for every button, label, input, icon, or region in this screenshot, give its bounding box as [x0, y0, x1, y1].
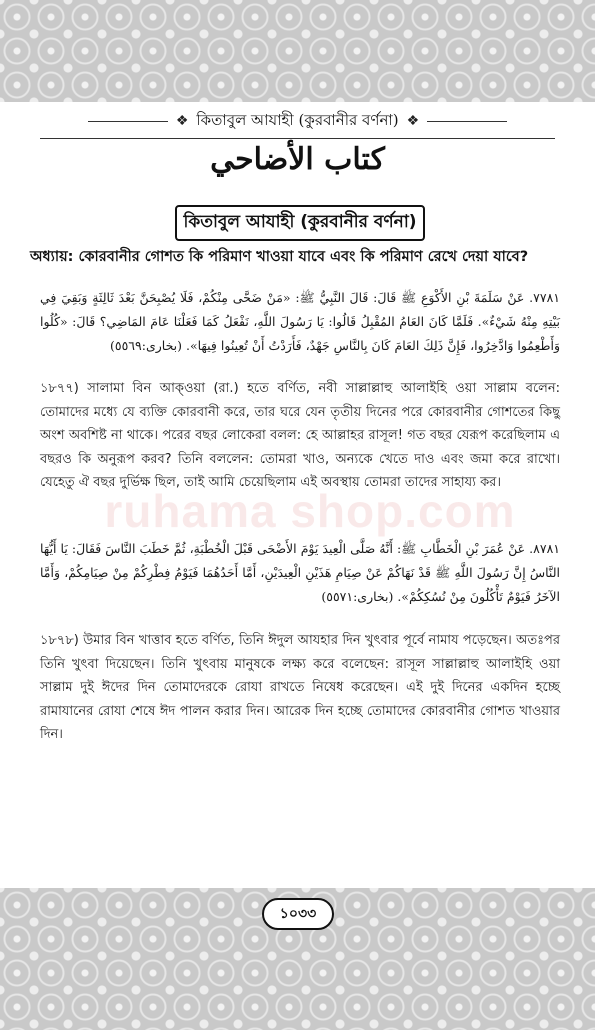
page-number: ১০৩৩ [262, 898, 334, 930]
chapter-heading: অধ্যায়: কোরবানীর গোশত কি পরিমাণ খাওয়া যাবে এবং কি পরিমাণ রেখে দেয়া যাবে? [30, 249, 529, 265]
page-number-container [238, 899, 358, 929]
ornament-line-left [88, 121, 168, 122]
header-divider [40, 138, 555, 139]
hadith-2-bangla: ১৮৭৮) উমার বিন খাত্তাব হতে বর্ণিত, তিনি ঈদুল আযহার দিন খুৎবার পূর্বে নামায পড়েছেন। অতঃপর তিনি খুৎবা দিয়েছেন। তিনি খুৎবায় মানুষকে লক্ষ্য করে বলেছেন: রাসূল সাল্লাল্লাহু আলাইহি ওয়া সাল্লাম দুই ঈদের দিন তোমাদেরকে রোযা রাখতে নিষেধ করেছেন। এই দুই দিনের একদিন হচ্ছে রামাযানের রোযা শেষে ঈদ পালন করার দিন। আরেক দিন হচ্ছে তোমাদের কোরবানীর গোশত খাওয়ার দিন। [40, 633, 560, 742]
watermark: ruhama shop.com [104, 485, 516, 537]
running-header [0, 108, 595, 134]
ornament-line-right [427, 121, 507, 122]
hadith-1-arabic: ٧٧٨١. عَنْ سَلَمَةَ بْنِ الأَكْوَعِ ﷺ قَالَ: قَالَ النَّبِيُّ ﷺ: «مَنْ ضَحَّى مِنْكُمْ، فَلَا يُصْبِحَنَّ بَعْدَ ثَالِثَةٍ وَبَقِيَ فِي بَيْتِهِ مِنْهُ شَيْءٌ». فَلَمَّا كَانَ العَامُ المُقْبِلُ قَالُوا: يَا رَسُولَ اللَّهِ، نَفْعَلُ كَمَا فَعَلْنَا عَامَ المَاضِي؟ قَالَ: «كُلُوا وَأَطْعِمُوا وَادَّخِرُوا، فَإِنَّ ذَلِكَ العَامَ كَانَ بِالنَّاسِ جَهْدٌ، فَأَرَدْتُ أَنْ تُعِينُوا فِيهَا». (بخارى:٥٥٦٩) [40, 290, 560, 353]
ornament-left-icon: ❖ [175, 113, 189, 129]
ornament-right-icon: ❖ [406, 113, 420, 129]
arabic-book-title: كتاب الأضاحي [210, 142, 385, 177]
running-header-text: কিতাবুল আযাহী (কুরবানীর বর্ণনা) [196, 110, 399, 129]
chapter-title-box: কিতাবুল আযাহী (কুরবানীর বর্ণনা) [175, 205, 425, 241]
hadith-1-bangla: ১৮৭৭) সালামা বিন আক্ওয়া (রা.) হতে বর্ণিত, নবী সাল্লাল্লাহু আলাইহি ওয়া সাল্লাম বলেন: তোমাদের মধ্যে যে ব্যক্তি কোরবানী করে, তার ঘরে যেন তৃতীয় দিনের পরে কোরবানীর গোশতের কিছু অংশ অবশিষ্ট না থাকে। পরের বছর লোকেরা বলল: হে আল্লাহর রাসূল! গত বছর যেরূপ করেছিলাম এ বছরও কি অনুরূপ করব? তিনি বললেন: তোমরা খাও, অন্যকে খেতে দাও এবং জমা করে রাখো। যেহেতু ঐ বছর দুর্ভিক্ষ ছিল, তাই আমি চেয়েছিলাম এই অবস্থায় তোমরা তাদের সাহায্য কর। [40, 381, 560, 490]
decorative-pattern-top [0, 0, 595, 102]
hadith-2-arabic: ٨٧٨١. عَنْ عُمَرَ بْنِ الْخَطَّابِ ﷺ: أَنَّهُ صَلَّى الْعِيدَ يَوْمَ الأَضْحَى قَبْلَ الْخُطْبَةِ، ثُمَّ خَطَبَ النَّاسَ فَقَالَ: يَا أَيُّهَا النَّاسُ إِنَّ رَسُولَ اللَّهِ ﷺ قَدْ نَهَاكُمْ عَنْ صِيَامِ هَذَيْنِ الْعِيدَيْنِ، أَمَّا أَحَدُهُمَا فَيَوْمُ فِطْرِكُمْ مِنْ صِيَامِكُمْ، وَأَمَّا الآخَرُ فَيَوْمٌ تَأْكُلُونَ مِنْ نُسُكِكُمْ». (بخارى:٥٥٧١) [40, 541, 560, 604]
